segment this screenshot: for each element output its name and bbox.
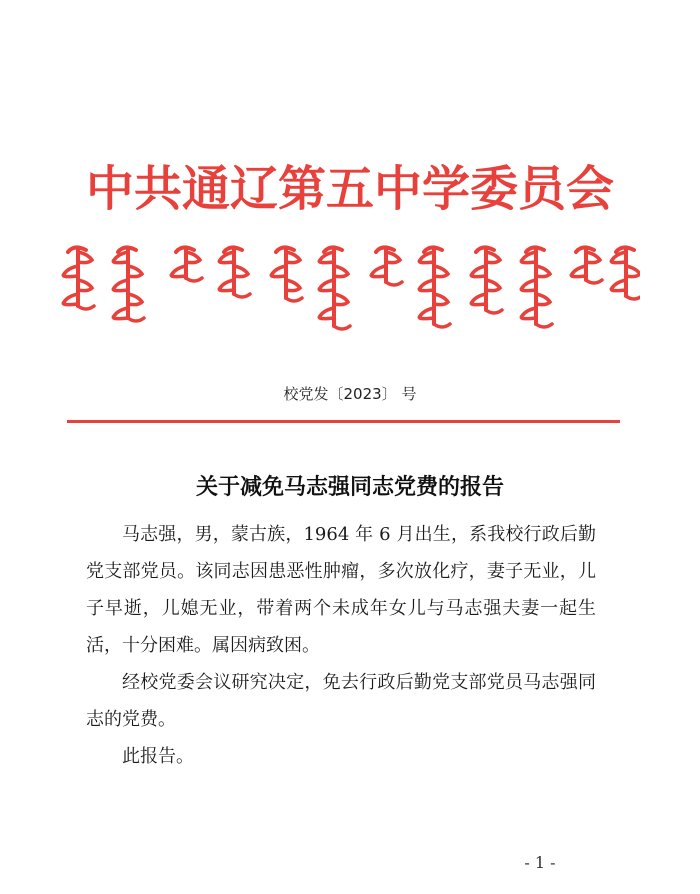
- mongolian-script-header: [60, 242, 640, 338]
- mongolian-word: [419, 247, 450, 327]
- report-title: 关于减免马志强同志党费的报告: [195, 474, 504, 500]
- mongolian-word: [63, 247, 94, 309]
- mongolian-word: [319, 247, 350, 329]
- mongolian-word: [171, 247, 202, 281]
- page-number: - 1 -: [524, 853, 556, 872]
- mongolian-word: [571, 247, 602, 283]
- mongolian-word: [371, 247, 402, 285]
- organization-header: 中共通辽第五中学委员会: [85, 161, 614, 217]
- red-divider-line: [67, 420, 620, 423]
- mongolian-word: [219, 247, 250, 297]
- mongolian-word: [521, 247, 552, 327]
- mongolian-word: [611, 247, 640, 299]
- paragraph-1: 马志强，男，蒙古族，1964 年 6 月出生，系我校行政后勤党支部党员。该同志因患恶性肿瘤，多次放化疗，妻子无业，儿子早逝，儿媳无业，带着两个未成年女儿与马志强夫妻一起生活，十分困难。属因病致困。: [86, 524, 596, 656]
- report-body: [86, 516, 596, 775]
- document-number: 校党发〔2023〕 号: [283, 385, 417, 403]
- mongolian-word: [113, 247, 144, 321]
- mongolian-word: [271, 247, 302, 301]
- paragraph-3: 此报告。: [122, 746, 194, 767]
- mongolian-word: [471, 247, 502, 313]
- mongolian-script-emblem: [60, 242, 640, 338]
- paragraph-2: 经校党委会议研究决定，免去行政后勤党支部党员马志强同志的党费。: [86, 672, 596, 730]
